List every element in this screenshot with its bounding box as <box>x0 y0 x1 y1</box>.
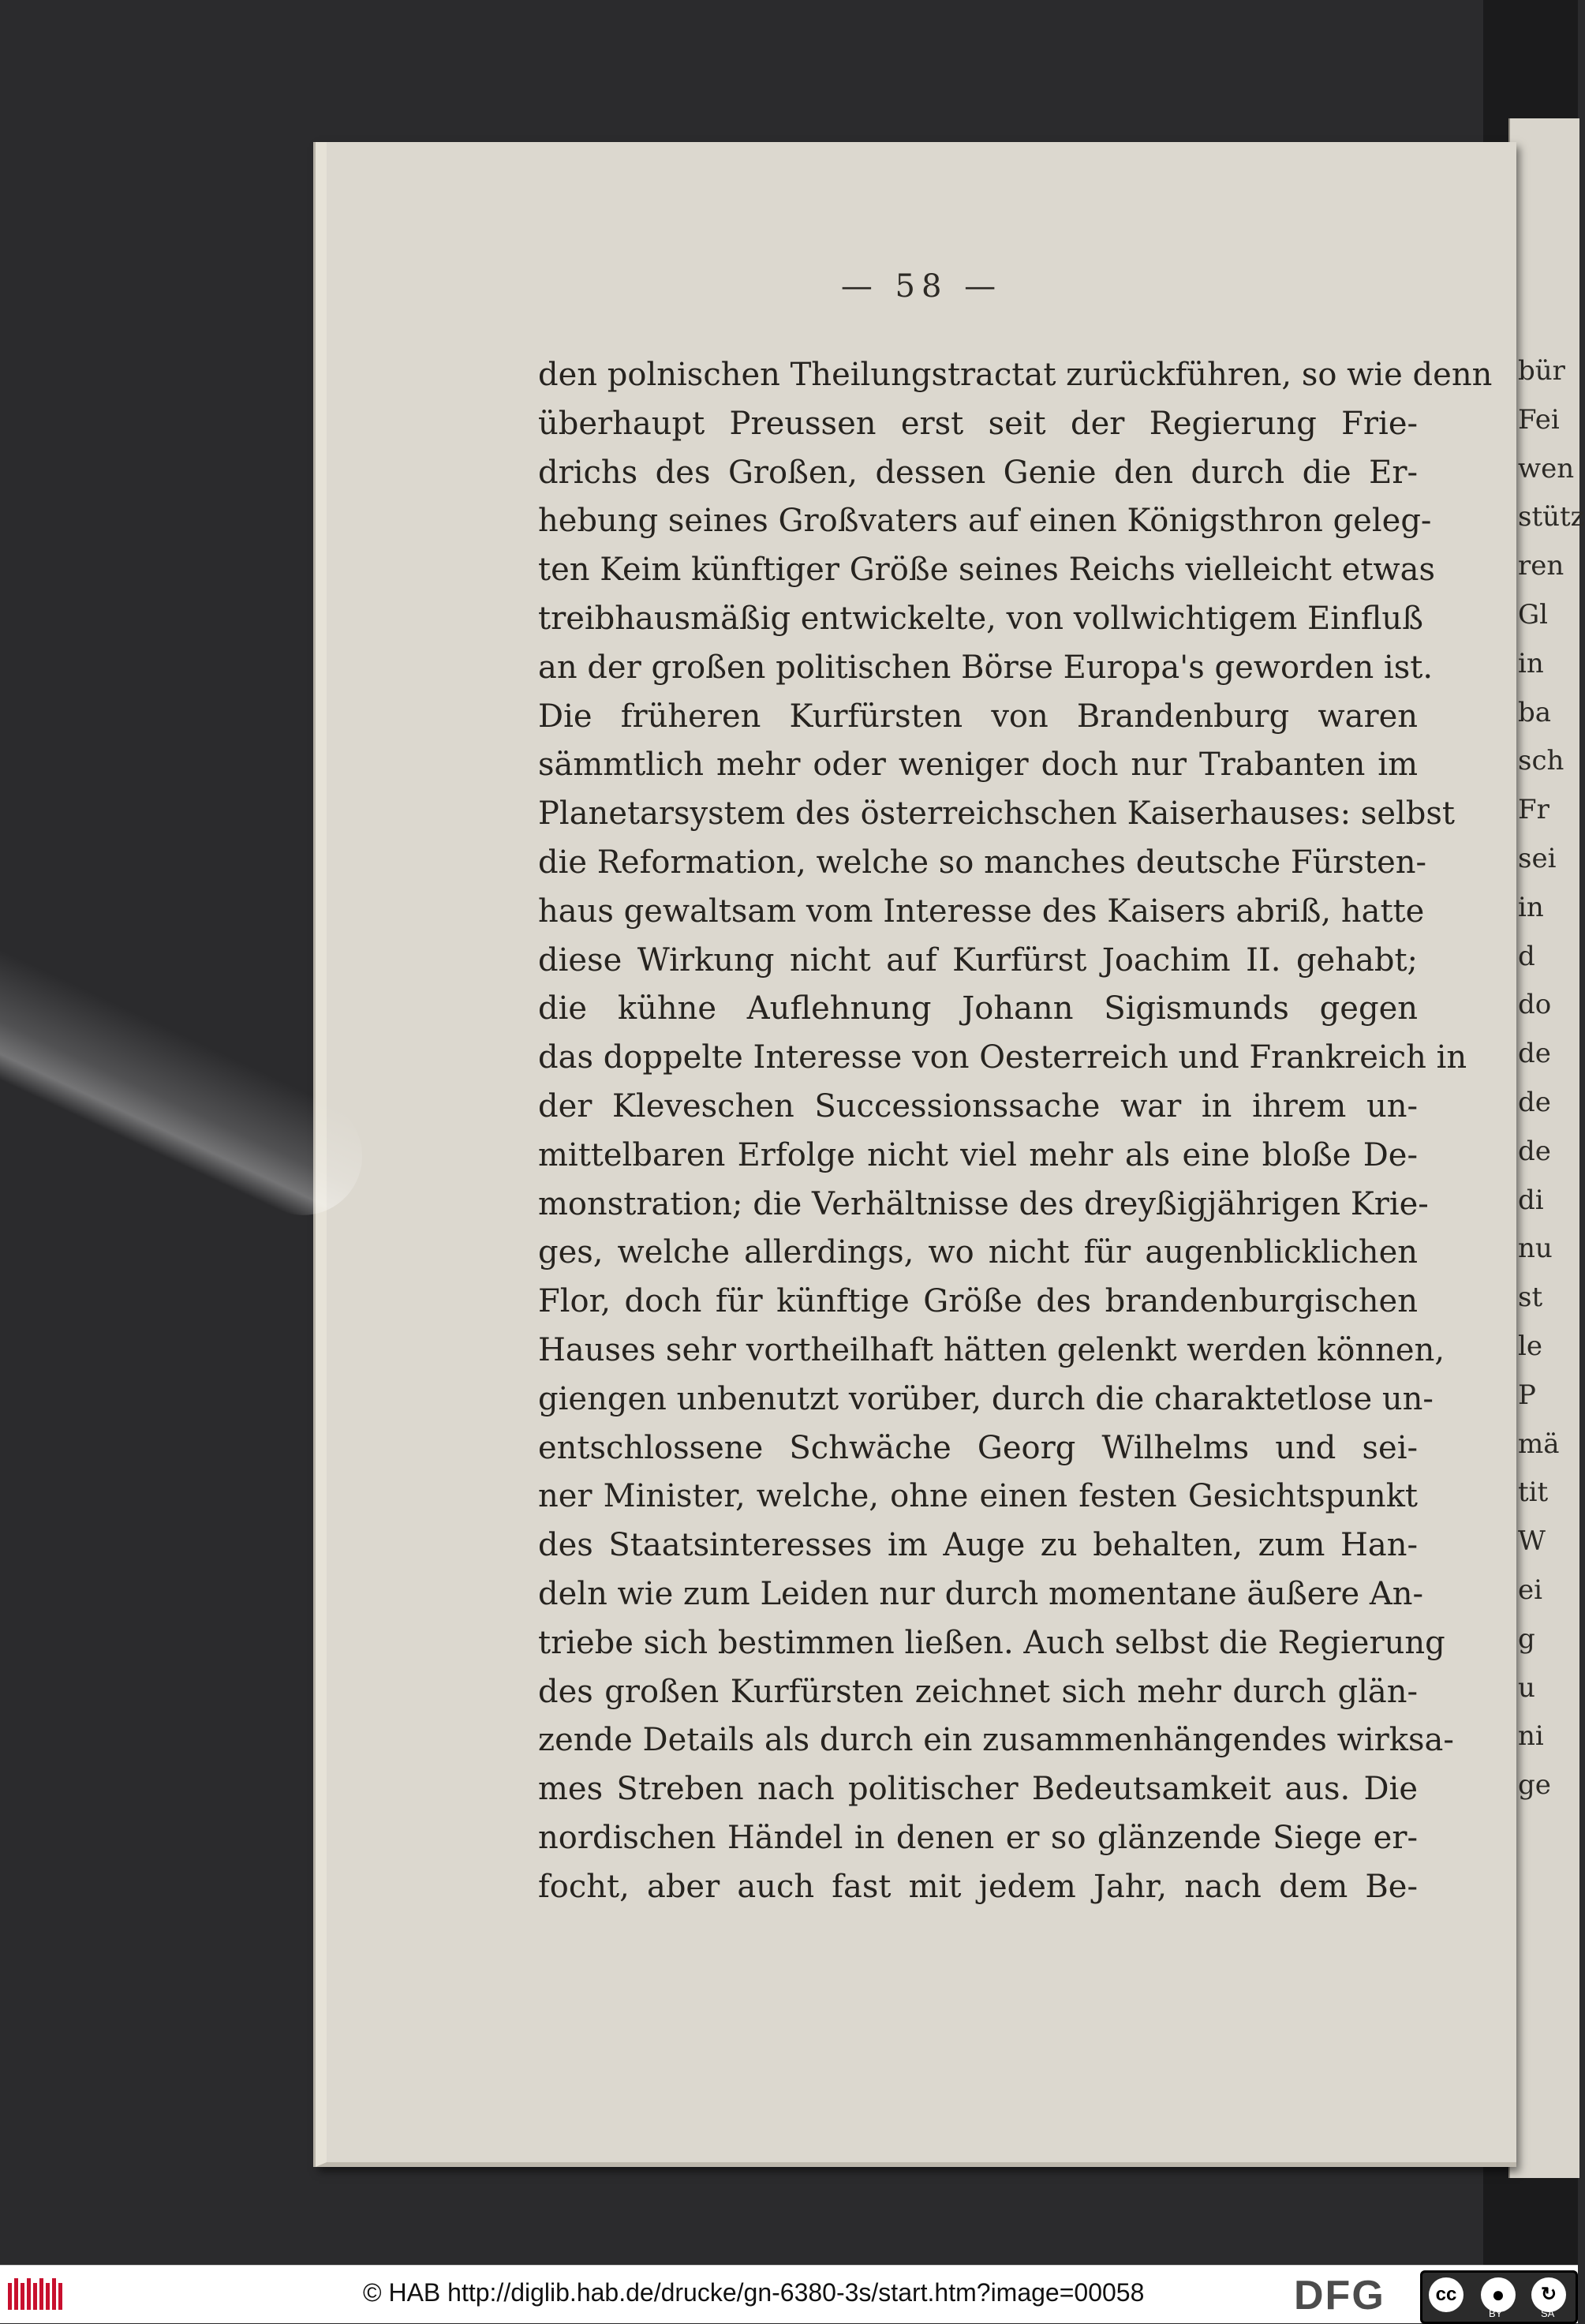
footer-bar <box>0 2265 1578 2323</box>
text-line: giengen unbenutzt vorüber, durch die charaktetlose un- <box>538 1380 1434 1417</box>
text-line: Die früheren Kurfürsten von Brandenburg waren <box>538 698 1418 735</box>
cc-license-badge[interactable] <box>1420 2270 1578 2324</box>
text-line: monstration; die Verhältnisse des dreyßigjährigen Krie- <box>538 1185 1429 1222</box>
text-line: ten Keim künftiger Größe seines Reichs vielleicht etwas <box>538 552 1436 589</box>
next-page-fragment: ren <box>1518 550 1564 582</box>
next-page-fragment: le <box>1518 1330 1542 1362</box>
next-page-fragment: de <box>1518 1087 1551 1118</box>
text-line: die kühne Auflehnung Johann Sigismunds gegen <box>538 990 1418 1027</box>
next-page-fragment: ba <box>1518 696 1552 728</box>
text-line: treibhausmäßig entwickelte, von vollwichtigem Einfluß <box>538 600 1423 637</box>
text-line: drichs des Großen, dessen Genie den durch die Er- <box>538 454 1418 491</box>
next-page-fragment: in <box>1518 891 1544 923</box>
next-page-fragment: bür <box>1518 355 1565 387</box>
text-line: mittelbaren Erfolge nicht viel mehr als eine bloße De- <box>538 1136 1418 1173</box>
next-page-fragment: Gl <box>1518 599 1549 631</box>
next-page-fragment: stütz <box>1518 501 1585 533</box>
next-page-fragment: g <box>1518 1622 1535 1655</box>
text-line: focht, aber auch fast mit jedem Jahr, nach dem Be- <box>538 1868 1418 1905</box>
text-line: den polnischen Theilungstractat zurückführen, so wie denn <box>538 357 1493 393</box>
sa-label: SA <box>1541 2307 1555 2319</box>
text-line: haus gewaltsam vom Interesse des Kaisers abriß, hatte <box>538 893 1425 930</box>
page-number: — 58 — <box>840 268 1003 305</box>
next-page-fragment: di <box>1518 1184 1544 1216</box>
next-page-fragment: Fr <box>1518 794 1549 826</box>
text-line: an der großen politischen Börse Europa's geworden ist. <box>538 649 1434 686</box>
next-page-fragment: u <box>1518 1671 1535 1704</box>
text-line: Hauses sehr vortheilhaft hätten gelenkt werden können, <box>538 1331 1445 1368</box>
text-line: die Reformation, welche so manches deutsche Fürsten- <box>538 844 1427 881</box>
text-line: triebe sich bestimmen ließen. Auch selbst die Regierung <box>538 1624 1445 1661</box>
next-page-fragment: st <box>1518 1282 1543 1314</box>
text-line: deln wie zum Leiden nur durch momentane äußere An- <box>538 1575 1424 1612</box>
dfg-logo: DFG <box>1294 2273 1385 2318</box>
cc-icon: cc <box>1429 2277 1464 2312</box>
next-page-fragment: in <box>1518 647 1544 679</box>
next-page-fragment: de <box>1518 1038 1551 1070</box>
body-text <box>538 351 1493 1912</box>
text-line: Planetarsystem des österreichschen Kaiserhauses: selbst <box>538 795 1455 833</box>
next-page-fragment: tit <box>1518 1476 1549 1509</box>
text-line: sämmtlich mehr oder weniger doch nur Trabanten im <box>538 747 1418 784</box>
next-page-fragment: Fei <box>1518 403 1560 436</box>
text-line: das doppelte Interesse von Oesterreich und Frankreich in <box>538 1039 1467 1076</box>
text-line: zende Details als durch ein zusammenhängendes wirksa- <box>538 1722 1454 1759</box>
next-page-fragment: de <box>1518 1135 1551 1167</box>
next-page-fragment: W <box>1518 1525 1546 1558</box>
text-line: überhaupt Preussen erst seit der Regierung Frie- <box>538 405 1418 442</box>
hab-logo-icon <box>6 2275 69 2315</box>
next-page-fragment: ei <box>1518 1574 1542 1606</box>
next-page-edge <box>1508 118 1585 2178</box>
next-page-fragment: wen <box>1518 452 1575 485</box>
next-page-fragment: ni <box>1518 1720 1544 1753</box>
text-line: der Kleveschen Successionssache war in ihrem un- <box>538 1087 1418 1125</box>
next-page-fragment: sei <box>1518 843 1557 874</box>
text-line: mes Streben nach politischer Bedeutsamkeit aus. Die <box>538 1771 1418 1808</box>
text-line: des großen Kurfürsten zeichnet sich mehr durch glän- <box>538 1673 1418 1710</box>
next-page-fragment: ge <box>1518 1769 1551 1802</box>
next-page-fragment: nu <box>1518 1233 1553 1265</box>
book-page <box>316 142 1516 2167</box>
by-person-icon: ● <box>1481 2277 1516 2312</box>
next-page-fragment: d <box>1518 940 1535 972</box>
source-link[interactable]: © HAB http://diglib.hab.de/drucke/gn-6380-3s/start.htm?image=00058 <box>363 2278 1145 2307</box>
by-label: BY <box>1489 2307 1503 2319</box>
text-line: entschlossene Schwäche Georg Wilhelms und sei- <box>538 1429 1418 1466</box>
text-line: diese Wirkung nicht auf Kurfürst Joachim II. gehabt; <box>538 941 1418 979</box>
next-page-fragment: P <box>1518 1379 1536 1411</box>
next-page-fragment: sch <box>1518 745 1564 777</box>
text-line: ges, welche allerdings, wo nicht für augenblicklichen <box>538 1234 1418 1271</box>
next-page-fragment: mä <box>1518 1428 1560 1460</box>
sa-share-alike-icon: ↻ <box>1531 2277 1566 2312</box>
text-line: Flor, doch für künftige Größe des brandenburgischen <box>538 1283 1418 1320</box>
text-line: nordischen Händel in denen er so glänzende Siege er- <box>538 1819 1418 1856</box>
text-line: hebung seines Großvaters auf einen Königsthron geleg- <box>538 503 1432 540</box>
text-line: ner Minister, welche, ohne einen festen Gesichtspunkt <box>538 1478 1418 1515</box>
next-page-fragment: do <box>1518 989 1552 1021</box>
text-line: des Staatsinteresses im Auge zu behalten, zum Han- <box>538 1527 1418 1564</box>
